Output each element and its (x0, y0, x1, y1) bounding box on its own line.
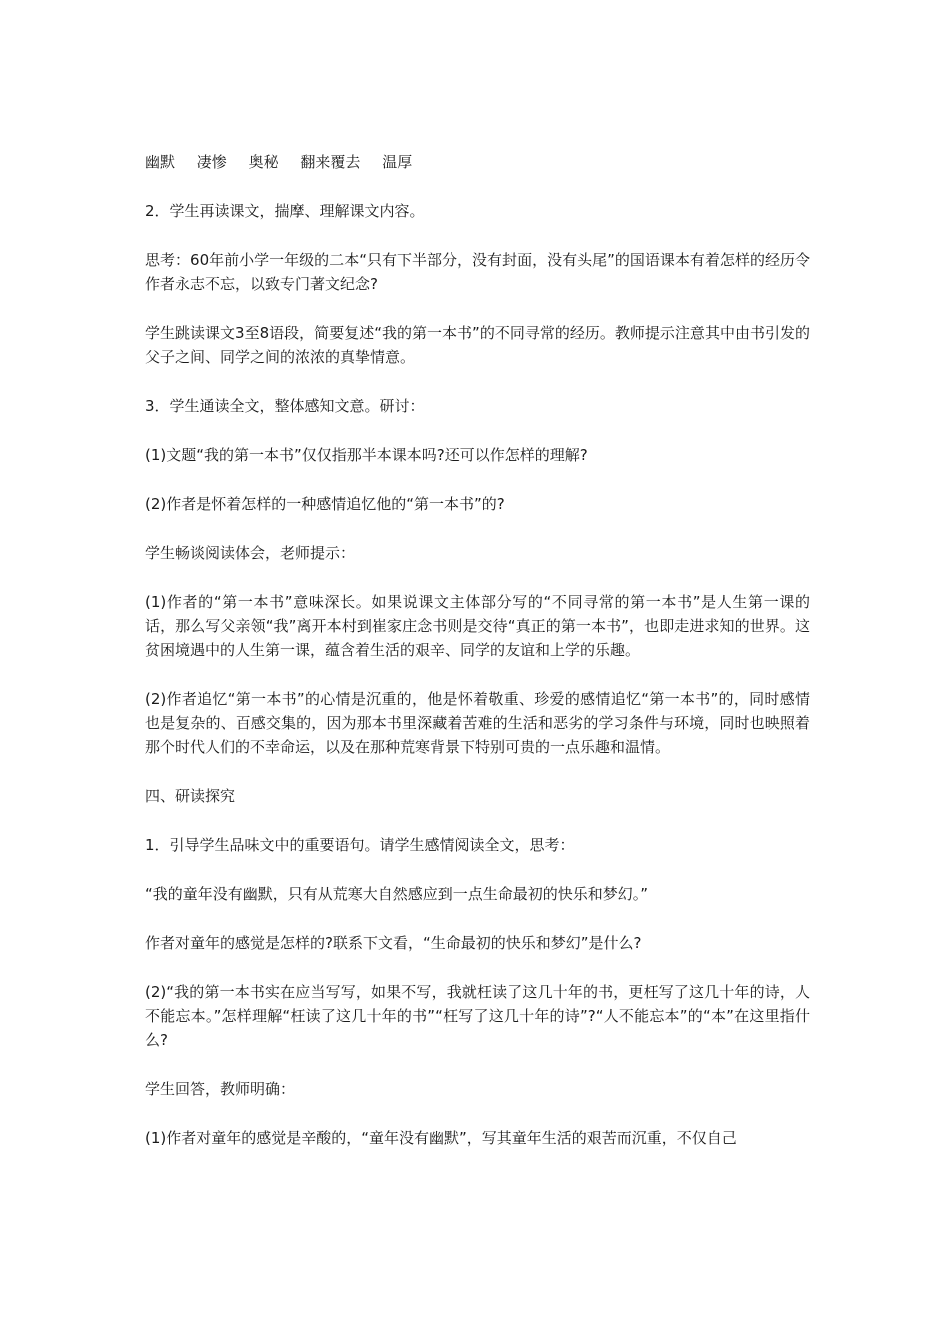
vocabulary-list (145, 150, 810, 174)
question-paragraph: 作者对童年的感觉是怎样的?联系下文看，“生命最初的快乐和梦幻”是什么? (145, 934, 642, 952)
instruction-paragraph: 学生跳读课文3至8语段，简要复述“我的第一本书”的不同寻常的经历。教师提示注意其中由书引发的父子之间、同学之间的浓浓的真挚情意。 (145, 324, 810, 366)
instruction-paragraph: 学生畅谈阅读体会，老师提示： (145, 544, 356, 562)
vocab-word: 温厚 (382, 153, 413, 171)
answer-item: (2)作者追忆“第一本书”的心情是沉重的，他是怀着敬重、珍爱的感情追忆“第一本书”的，同时感情也是复杂的、百感交集的，因为那本书里深藏着苦难的生活和恶劣的学习条件与环境，同时也映照着那个时代人们的不幸命运，以及在那种荒寒背景下特别可贵的一点乐趣和温情。 (145, 690, 810, 756)
vocab-word: 翻来覆去 (300, 153, 361, 171)
instruction-paragraph: 学生回答，教师明确： (145, 1080, 296, 1098)
answer-item: (1)作者的“第一本书”意味深长。如果说课文主体部分写的“不同寻常的第一本书”是人生第一课的话，那么写父亲领“我”离开本村到崔家庄念书则是交待“真正的第一本书”，也即走进求知的世界。这贫困境遇中的人生第一课，蕴含着生活的艰辛、同学的友谊和上学的乐趣。 (145, 593, 810, 659)
step-heading: 3．学生通读全文，整体感知文意。研讨： (145, 397, 425, 415)
section-heading: 四、研读探究 (145, 787, 236, 805)
step-heading: 2．学生再读课文，揣摩、理解课文内容。 (145, 202, 425, 220)
answer-item: (1)作者对童年的感觉是辛酸的，“童年没有幽默”，写其童年生活的艰苦而沉重，不仅自己 (145, 1129, 737, 1147)
question-item: (1)文题“我的第一本书”仅仅指那半本课本吗?还可以作怎样的理解? (145, 446, 588, 464)
vocab-word: 奥秘 (248, 153, 279, 171)
vocab-word: 凄惨 (196, 153, 227, 171)
question-item: (2)作者是怀着怎样的一种感情追忆他的“第一本书”的? (145, 495, 505, 513)
quote-paragraph: “我的童年没有幽默，只有从荒寒大自然感应到一点生命最初的快乐和梦幻。” (145, 885, 649, 903)
document-body (145, 150, 810, 1175)
vocab-word: 幽默 (145, 153, 176, 171)
step-heading: 1．引导学生品味文中的重要语句。请学生感情阅读全文，思考： (145, 836, 575, 854)
question-item: (2)“我的第一本书实在应当写写，如果不写，我就枉读了这几十年的书，更枉写了这几十年的诗，人不能忘本。”怎样理解“枉读了这几十年的书”“枉写了这几十年的诗”?“人不能忘本”的“本”在这里指什么? (145, 983, 810, 1049)
question-paragraph: 思考：60年前小学一年级的二本“只有下半部分，没有封面，没有头尾”的国语课本有着怎样的经历令作者永志不忘，以致专门著文纪念? (145, 251, 810, 293)
